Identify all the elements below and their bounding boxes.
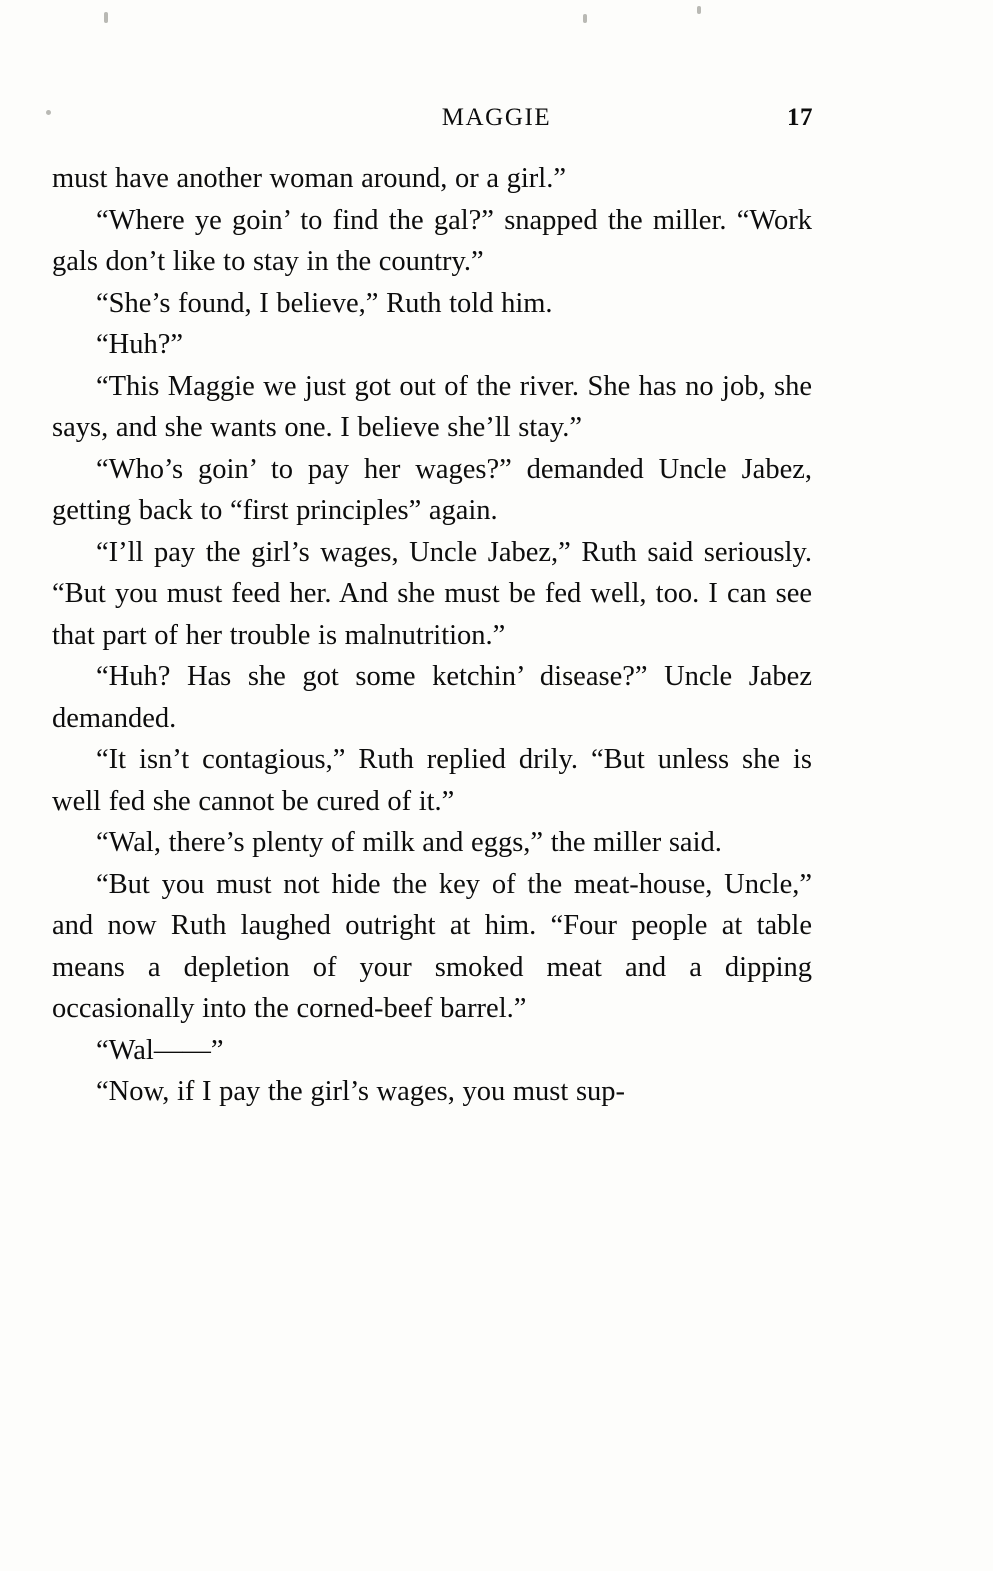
paragraph: “Where ye goin’ to find the gal?” snapped the miller. “Work gals don’t like to stay in the country.” <box>52 204 812 277</box>
scan-artifact <box>697 6 701 14</box>
running-title: MAGGIE <box>441 104 552 131</box>
paragraph: must have another woman around, or a girl.” <box>52 163 566 194</box>
paragraph: “It isn’t contagious,” Ruth replied drily. “But unless she is well fed she cannot be cured of it.” <box>52 744 812 817</box>
scan-artifact <box>104 12 108 23</box>
running-head <box>0 104 993 138</box>
paragraph: “But you must not hide the key of the meat-house, Uncle,” and now Ruth laughed outright at him. “Four people at table means a depletion of your smoked meat and a dipping occasionally into the corned-beef barrel.” <box>52 868 812 1024</box>
paragraph: “Wal, there’s plenty of milk and eggs,” the miller said. <box>96 827 722 858</box>
paragraph: “Huh?” <box>96 329 184 360</box>
paragraph: “I’ll pay the girl’s wages, Uncle Jabez,” Ruth said seriously. “But you must feed her. And she must be fed well, too. I can see that part of her trouble is malnutrition.” <box>52 536 812 651</box>
paragraph: “Huh? Has she got some ketchin’ disease?” Uncle Jabez demanded. <box>52 661 812 734</box>
paragraph: “Now, if I pay the girl’s wages, you must sup- <box>96 1076 626 1107</box>
page-number: 17 <box>787 104 813 131</box>
paragraph: “Who’s goin’ to pay her wages?” demanded Uncle Jabez, getting back to “first principles” again. <box>52 453 812 526</box>
paragraph: “This Maggie we just got out of the river. She has no job, she says, and she wants one. I believe she’ll stay.” <box>52 370 812 443</box>
paragraph: “She’s found, I believe,” Ruth told him. <box>96 287 553 319</box>
paragraph: “Wal——” <box>96 1034 224 1066</box>
scan-artifact <box>583 14 587 23</box>
body-text <box>52 158 812 1113</box>
